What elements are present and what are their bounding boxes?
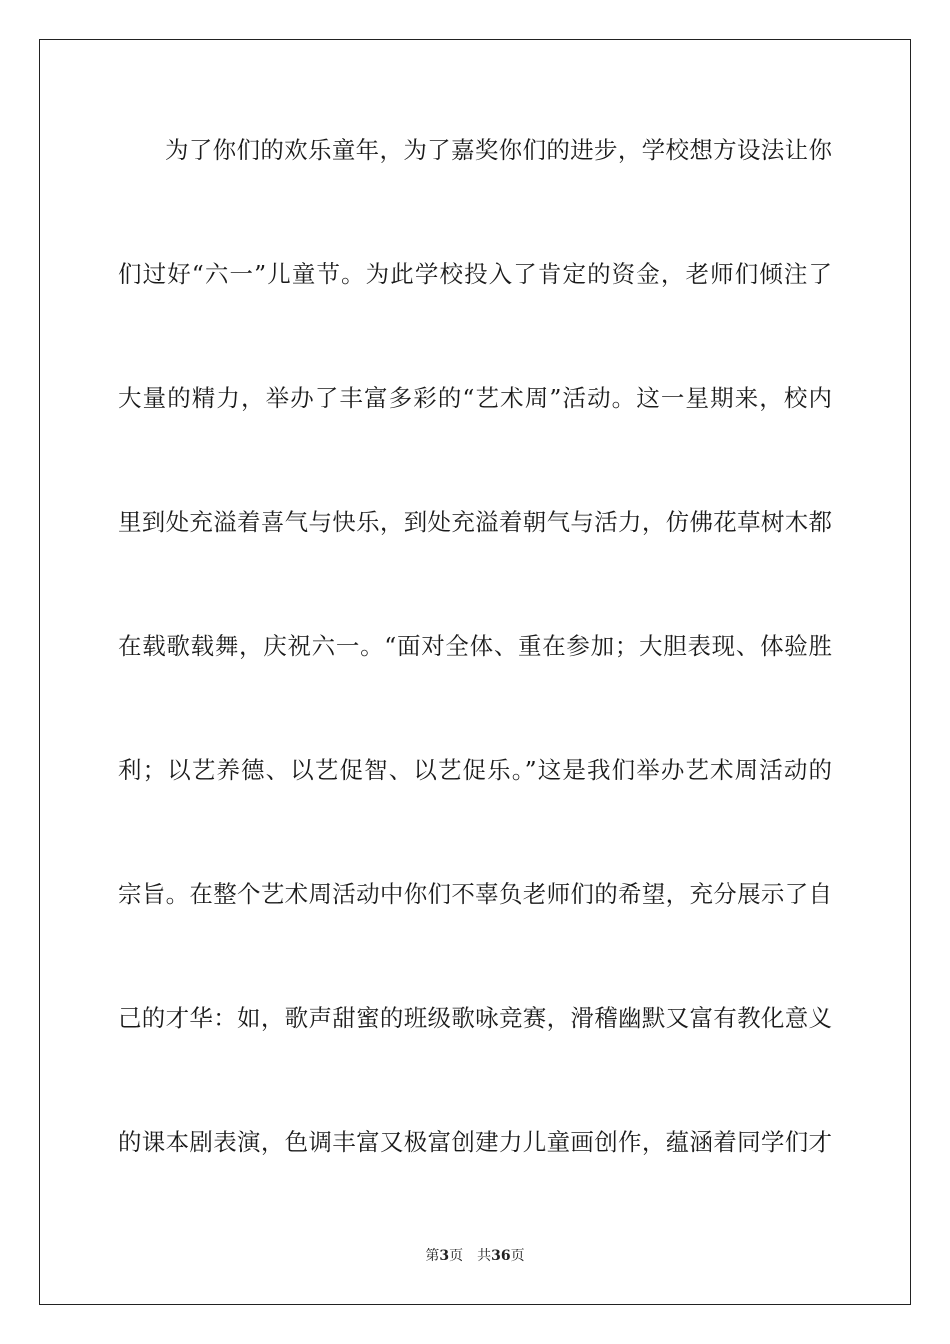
total-prefix: 共 <box>477 1248 492 1264</box>
total-pages: 36 <box>491 1248 511 1264</box>
page-border <box>39 39 911 1305</box>
text-line: 己的才华：如，歌声甜蜜的班级歌咏竞赛，滑稽幽默又富有教化意义 <box>118 1004 832 1032</box>
text-line: 在载歌载舞，庆祝六一。“面对全体、重在参加；大胆表现、体验胜 <box>118 632 832 660</box>
text-line: 利；以艺养德、以艺促智、以艺促乐。”这是我们举办艺术周活动的 <box>118 756 832 784</box>
text-line: 宗旨。在整个艺术周活动中你们不辜负老师们的希望，充分展示了自 <box>118 880 832 908</box>
total-suffix: 页 <box>510 1248 525 1264</box>
page-footer <box>0 1246 950 1266</box>
text-line: 的课本剧表演，色调丰富又极富创建力儿童画创作，蕴涵着同学们才 <box>118 1128 832 1156</box>
page-number: 3 <box>439 1248 450 1264</box>
text-line: 们过好“六一”儿童节。为此学校投入了肯定的资金，老师们倾注了 <box>118 260 832 288</box>
page-suffix: 页 <box>449 1248 464 1264</box>
text-line: 里到处充溢着喜气与快乐，到处充溢着朝气与活力，仿佛花草树木都 <box>118 508 832 536</box>
text-line: 为了你们的欢乐童年，为了嘉奖你们的进步，学校想方设法让你 <box>165 136 832 164</box>
text-line: 大量的精力，举办了丰富多彩的“艺术周”活动。这一星期来，校内 <box>118 384 832 412</box>
page-prefix: 第 <box>425 1248 440 1264</box>
